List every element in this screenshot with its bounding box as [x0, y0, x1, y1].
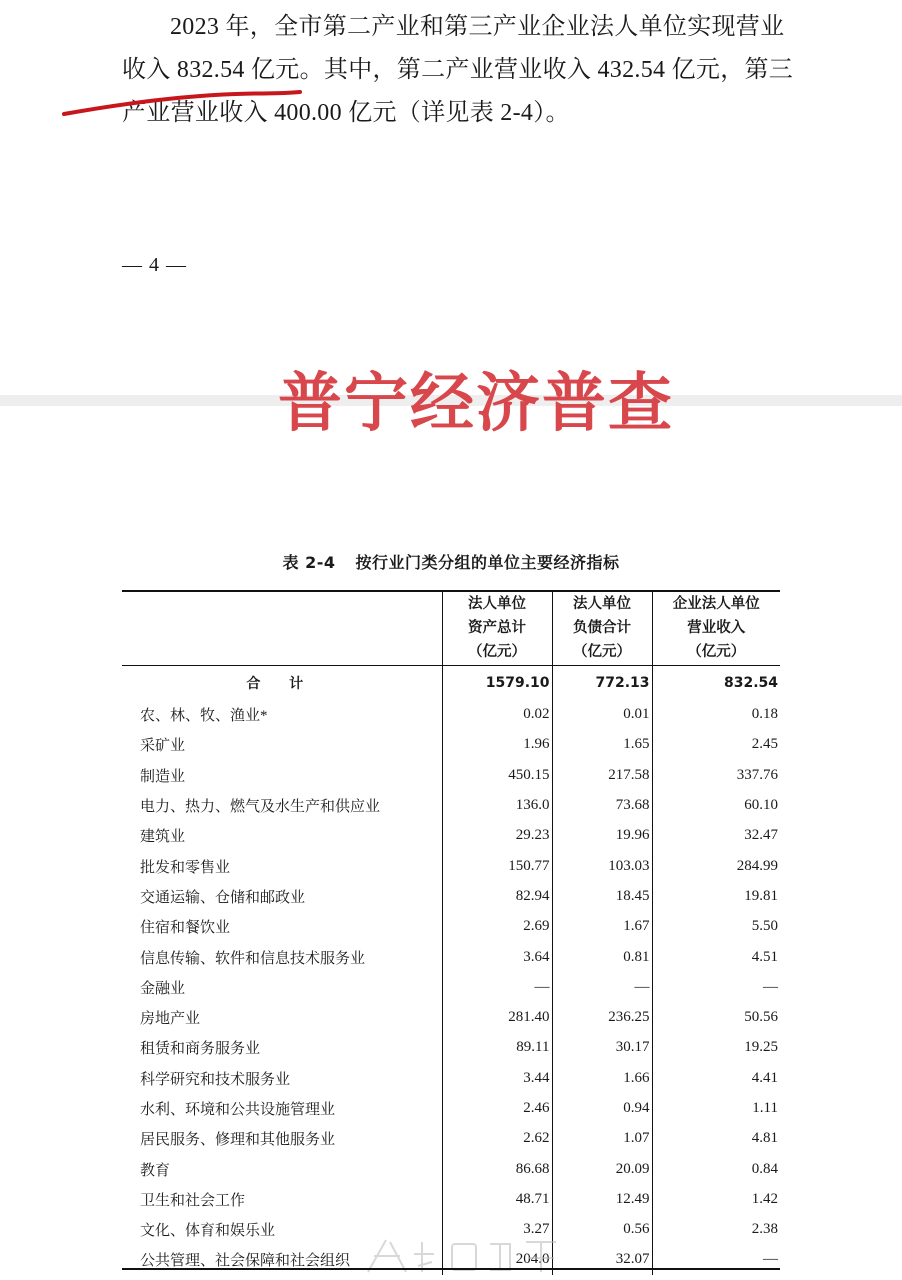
revenue-cell: — — [652, 1245, 780, 1275]
industry-cell: 卫生和社会工作 — [140, 1192, 246, 1209]
industry-cell: 房地产业 — [140, 1011, 201, 1028]
liabilities-cell: 1.67 — [552, 912, 652, 942]
assets-cell: 281.40 — [442, 1002, 552, 1032]
table-row — [122, 821, 780, 851]
assets-cell: 82.94 — [442, 881, 552, 911]
total-liabilities: 772.13 — [552, 665, 652, 700]
header-revenue-line2: 营业收入 — [687, 620, 746, 637]
table-title: 按行业门类分组的单位主要经济指标 — [355, 553, 620, 572]
paragraph-line: 产业营业收入 400.00 亿元（详见表 2-4）。 — [122, 100, 570, 126]
liabilities-cell: 73.68 — [552, 790, 652, 820]
header-assets-line3: （亿元） — [468, 644, 526, 661]
liabilities-cell: 30.17 — [552, 1033, 652, 1063]
header-industry — [122, 591, 442, 665]
table-bottom-rule — [122, 1268, 780, 1270]
industry-cell: 公共管理、社会保障和社会组织 — [140, 1253, 351, 1270]
industry-cell: 教育 — [140, 1162, 171, 1179]
table-row — [122, 1063, 780, 1093]
revenue-cell: — — [652, 972, 780, 1002]
table-row — [122, 1002, 780, 1032]
industry-cell: 租赁和商务服务业 — [140, 1041, 261, 1058]
revenue-cell: 4.81 — [652, 1124, 780, 1154]
liabilities-cell: 1.07 — [552, 1124, 652, 1154]
liabilities-cell: — — [552, 972, 652, 1002]
liabilities-cell: 12.49 — [552, 1184, 652, 1214]
header-revenue-line3: （亿元） — [687, 644, 746, 661]
assets-cell: 48.71 — [442, 1184, 552, 1214]
table-row — [122, 912, 780, 942]
assets-cell: 29.23 — [442, 821, 552, 851]
revenue-cell: 2.45 — [652, 730, 780, 760]
industry-cell: 水利、环境和公共设施管理业 — [140, 1102, 336, 1118]
liabilities-cell: 0.56 — [552, 1215, 652, 1245]
table-total-row — [122, 665, 780, 700]
header-assets — [442, 591, 552, 665]
liabilities-cell: 103.03 — [552, 851, 652, 881]
header-revenue — [652, 591, 780, 665]
industry-cell: 科学研究和技术服务业 — [140, 1071, 291, 1088]
liabilities-cell: 1.65 — [552, 730, 652, 760]
revenue-cell: 32.47 — [652, 821, 780, 851]
header-liabilities-line1: 法人单位 — [573, 596, 631, 613]
total-assets: 1579.10 — [442, 665, 552, 700]
assets-cell: 3.44 — [442, 1063, 552, 1093]
table-row — [122, 1124, 780, 1154]
total-revenue: 832.54 — [652, 665, 780, 700]
table-number: 表 2-4 — [282, 553, 336, 572]
liabilities-cell: 20.09 — [552, 1154, 652, 1184]
industry-cell: 文化、体育和娱乐业 — [140, 1223, 276, 1240]
header-liabilities — [552, 591, 652, 665]
table-row — [122, 1154, 780, 1184]
industry-cell: 居民服务、修理和其他服务业 — [140, 1132, 336, 1149]
table-row — [122, 1033, 780, 1063]
table-row — [122, 730, 780, 760]
table-row — [122, 790, 780, 820]
assets-cell: — — [442, 972, 552, 1002]
table-header-row — [122, 591, 780, 665]
table-row — [122, 700, 780, 730]
liabilities-cell: 0.01 — [552, 700, 652, 730]
assets-cell: 136.0 — [442, 790, 552, 820]
header-liabilities-line2: 负债合计 — [573, 620, 631, 637]
revenue-cell: 19.25 — [652, 1033, 780, 1063]
assets-cell: 2.69 — [442, 912, 552, 942]
table-row — [122, 760, 780, 790]
header-assets-line1: 法人单位 — [468, 596, 526, 613]
header-assets-line2: 资产总计 — [468, 620, 526, 637]
assets-cell: 450.15 — [442, 760, 552, 790]
assets-cell: 204.0 — [442, 1245, 552, 1275]
assets-cell: 86.68 — [442, 1154, 552, 1184]
industry-cell: 农、林、牧、渔业* — [140, 708, 268, 725]
liabilities-cell: 236.25 — [552, 1002, 652, 1032]
liabilities-cell: 0.81 — [552, 942, 652, 972]
industry-cell: 制造业 — [140, 768, 186, 785]
industry-cell: 电力、热力、燃气及水生产和供应业 — [140, 799, 381, 816]
paragraph-line: 收入 832.54 亿元。其中，第二产业营业收入 432.54 亿元，第三 — [122, 57, 794, 83]
header-liabilities-line3: （亿元） — [573, 644, 631, 661]
revenue-cell: 2.38 — [652, 1215, 780, 1245]
assets-cell: 3.27 — [442, 1215, 552, 1245]
revenue-cell: 337.76 — [652, 760, 780, 790]
industry-cell: 住宿和餐饮业 — [140, 920, 231, 937]
revenue-cell: 0.84 — [652, 1154, 780, 1184]
assets-cell: 1.96 — [442, 730, 552, 760]
liabilities-cell: 32.07 — [552, 1245, 652, 1275]
table-row — [122, 881, 780, 911]
assets-cell: 150.77 — [442, 851, 552, 881]
liabilities-cell: 18.45 — [552, 881, 652, 911]
revenue-cell: 4.51 — [652, 942, 780, 972]
header-revenue-line1: 企业法人单位 — [672, 596, 760, 613]
red-underline-annotation — [60, 84, 310, 124]
revenue-cell: 50.56 — [652, 1002, 780, 1032]
total-label: 合 计 — [246, 675, 316, 692]
revenue-cell: 19.81 — [652, 881, 780, 911]
page-number: — 4 — — [122, 254, 187, 276]
liabilities-cell: 19.96 — [552, 821, 652, 851]
table-row — [122, 1093, 780, 1123]
revenue-cell: 4.41 — [652, 1063, 780, 1093]
revenue-cell: 60.10 — [652, 790, 780, 820]
assets-cell: 2.46 — [442, 1093, 552, 1123]
table-row — [122, 972, 780, 1002]
assets-cell: 3.64 — [442, 942, 552, 972]
revenue-cell: 5.50 — [652, 912, 780, 942]
industry-cell: 交通运输、仓储和邮政业 — [140, 889, 306, 906]
table-caption — [0, 550, 902, 573]
industry-cell: 金融业 — [140, 980, 186, 997]
assets-cell: 0.02 — [442, 700, 552, 730]
table-row — [122, 1184, 780, 1214]
liabilities-cell: 0.94 — [552, 1093, 652, 1123]
industry-cell: 建筑业 — [140, 829, 186, 846]
revenue-cell: 0.18 — [652, 700, 780, 730]
watermark-title: 普宁经济普查 — [278, 367, 674, 441]
industry-cell: 信息传输、软件和信息技术服务业 — [140, 950, 366, 967]
assets-cell: 2.62 — [442, 1124, 552, 1154]
revenue-cell: 1.42 — [652, 1184, 780, 1214]
site-watermark-logo — [360, 1232, 570, 1280]
assets-cell: 89.11 — [442, 1033, 552, 1063]
revenue-cell: 1.11 — [652, 1093, 780, 1123]
industry-indicators-table — [122, 590, 780, 1275]
industry-cell: 批发和零售业 — [140, 859, 231, 876]
industry-cell: 采矿业 — [140, 738, 186, 755]
paragraph-line: 2023 年，全市第二产业和第三产业企业法人单位实现营业 — [170, 14, 785, 40]
revenue-cell: 284.99 — [652, 851, 780, 881]
table-row — [122, 851, 780, 881]
liabilities-cell: 217.58 — [552, 760, 652, 790]
liabilities-cell: 1.66 — [552, 1063, 652, 1093]
table-row — [122, 942, 780, 972]
